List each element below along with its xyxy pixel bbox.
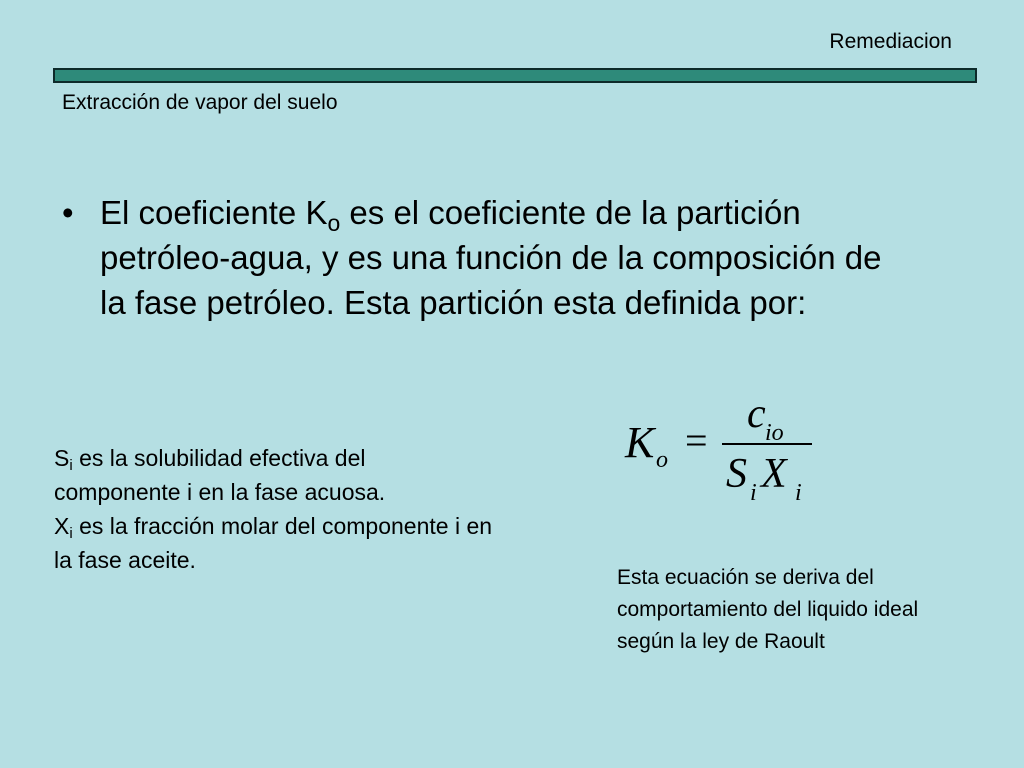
bullet-subscript-o: o	[327, 210, 341, 236]
header-divider-bar	[53, 68, 977, 83]
slide-subtitle: Extracción de vapor del suelo	[62, 91, 338, 114]
definition-s-symbol: S	[54, 445, 70, 471]
equation-numerator-c: c	[747, 392, 766, 437]
equation-denominator-x-sub: i	[795, 480, 802, 506]
partition-coefficient-equation	[615, 392, 825, 512]
equation-denominator-s: S	[726, 451, 747, 497]
main-bullet-point	[62, 190, 892, 325]
bullet-text-before: El coeficiente K	[100, 194, 328, 231]
slide-header-title: Remediacion	[829, 30, 952, 53]
definition-s-subscript: i	[69, 457, 73, 474]
equation-denominator-s-sub: i	[750, 480, 757, 506]
equation-lhs-k: K	[625, 418, 655, 467]
equation-lhs-sub-o: o	[656, 447, 668, 473]
definition-x-text: es la fracción molar del componente i en la fase aceite.	[54, 513, 493, 573]
equation-equals-sign: =	[685, 418, 708, 463]
definition-x-subscript: i	[69, 525, 73, 542]
raoult-law-note: Esta ecuación se deriva del comportamiento del liquido ideal según la ley de Raoult	[617, 566, 919, 653]
bullet-text-after: es el coeficiente de la partición petróleo-agua, y es una función de la composición de la fase petróleo. Esta partición esta definida por:	[100, 194, 882, 321]
definition-s-text: es la solubilidad efectiva del componente i en la fase acuosa.	[54, 445, 386, 505]
bullet-marker: •	[62, 194, 74, 231]
bullet-text	[100, 190, 892, 325]
equation-numerator-sub-io: io	[765, 420, 784, 446]
variable-definitions	[54, 441, 494, 577]
definition-x-symbol: X	[54, 513, 70, 539]
equation-denominator-x: X	[761, 451, 787, 497]
